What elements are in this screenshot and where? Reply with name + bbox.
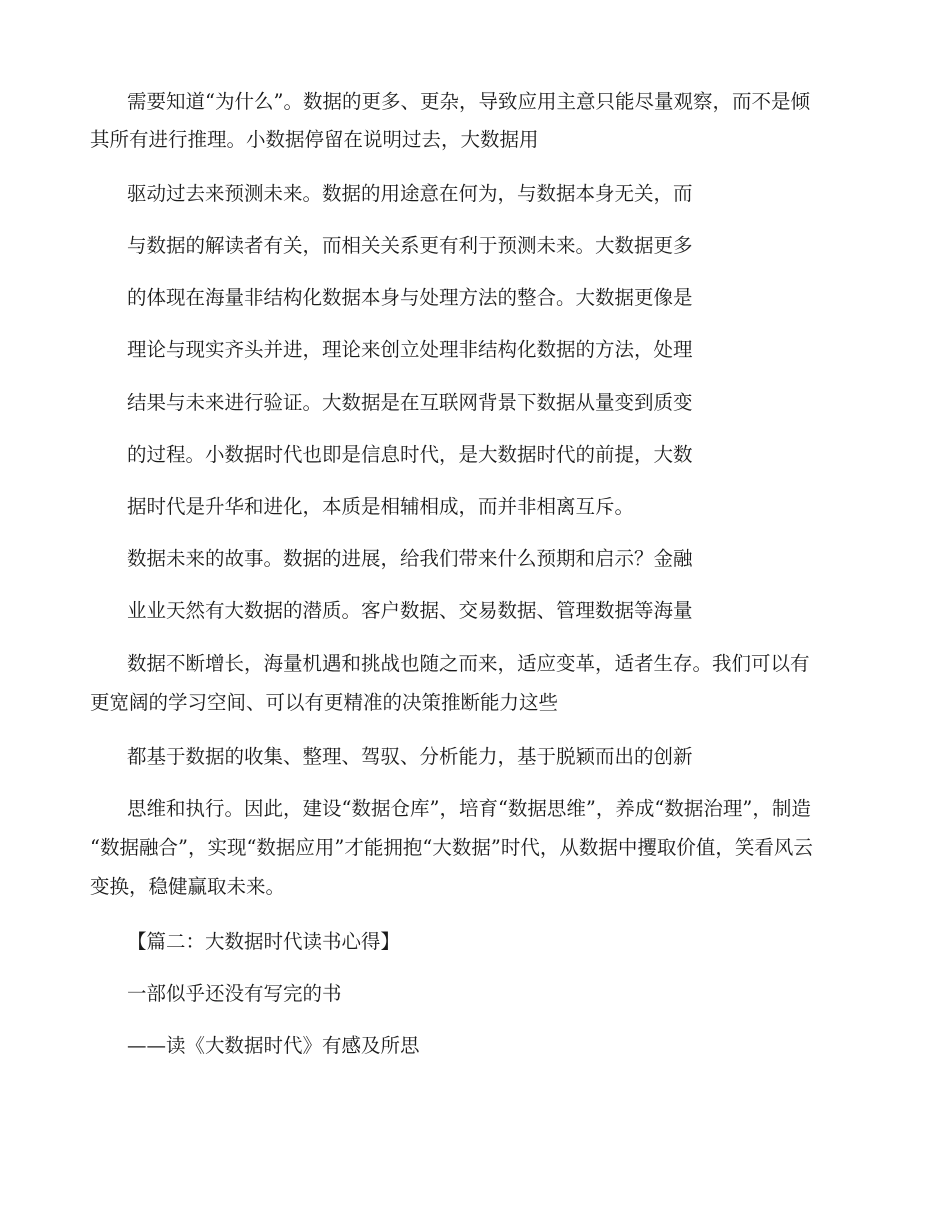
text-line: “数据融合”，实现“数据应用”才能拥抱“大数据”时代，从数据中攫取价值，笑看风云 bbox=[90, 836, 813, 859]
text-line: 驱动过去来预测未来。数据的用途意在何为，与数据本身无关，而 bbox=[127, 182, 693, 205]
text-line: 都基于数据的收集、整理、驾驭、分析能力，基于脱颖而出的创新 bbox=[127, 745, 693, 768]
book-subtitle: ——读《大数据时代》有感及所思 bbox=[127, 1034, 420, 1057]
text-line: 数据未来的故事。数据的进展，给我们带来什么预期和启示？金融 bbox=[127, 547, 693, 570]
book-title: 一部似乎还没有写完的书 bbox=[127, 982, 342, 1005]
text-line: 结果与未来进行验证。大数据是在互联网背景下数据从量变到质变 bbox=[127, 391, 693, 414]
section-heading: 【篇二：大数据时代读书心得】 bbox=[127, 930, 401, 953]
text-line: 据时代是升华和进化，本质是相辅相成，而并非相离互斥。 bbox=[127, 495, 635, 518]
text-line: 更宽阔的学习空间、可以有更精准的决策推断能力这些 bbox=[90, 691, 559, 714]
text-line: 思维和执行。因此，建设“数据仓库”，培育“数据思维”，养成“数据治理”，制造 bbox=[127, 797, 811, 820]
text-line: 与数据的解读者有关，而相关关系更有利于预测未来。大数据更多 bbox=[127, 234, 693, 257]
text-line: 理论与现实齐头并进，理论来创立处理非结构化数据的方法，处理 bbox=[127, 338, 693, 361]
text-line: 需要知道“为什么”。数据的更多、更杂，导致应用主意只能尽量观察，而不是倾 bbox=[127, 90, 810, 113]
text-line: 变换，稳健赢取未来。 bbox=[90, 875, 286, 898]
text-line: 的体现在海量非结构化数据本身与处理方法的整合。大数据更像是 bbox=[127, 286, 693, 309]
text-line: 的过程。小数据时代也即是信息时代，是大数据时代的前提，大数 bbox=[127, 443, 693, 466]
text-line: 业业天然有大数据的潜质。客户数据、交易数据、管理数据等海量 bbox=[127, 599, 693, 622]
text-line: 数据不断增长，海量机遇和挑战也随之而来，适应变革，适者生存。我们可以有 bbox=[127, 652, 810, 675]
text-line: 其所有进行推理。小数据停留在说明过去，大数据用 bbox=[90, 128, 539, 151]
